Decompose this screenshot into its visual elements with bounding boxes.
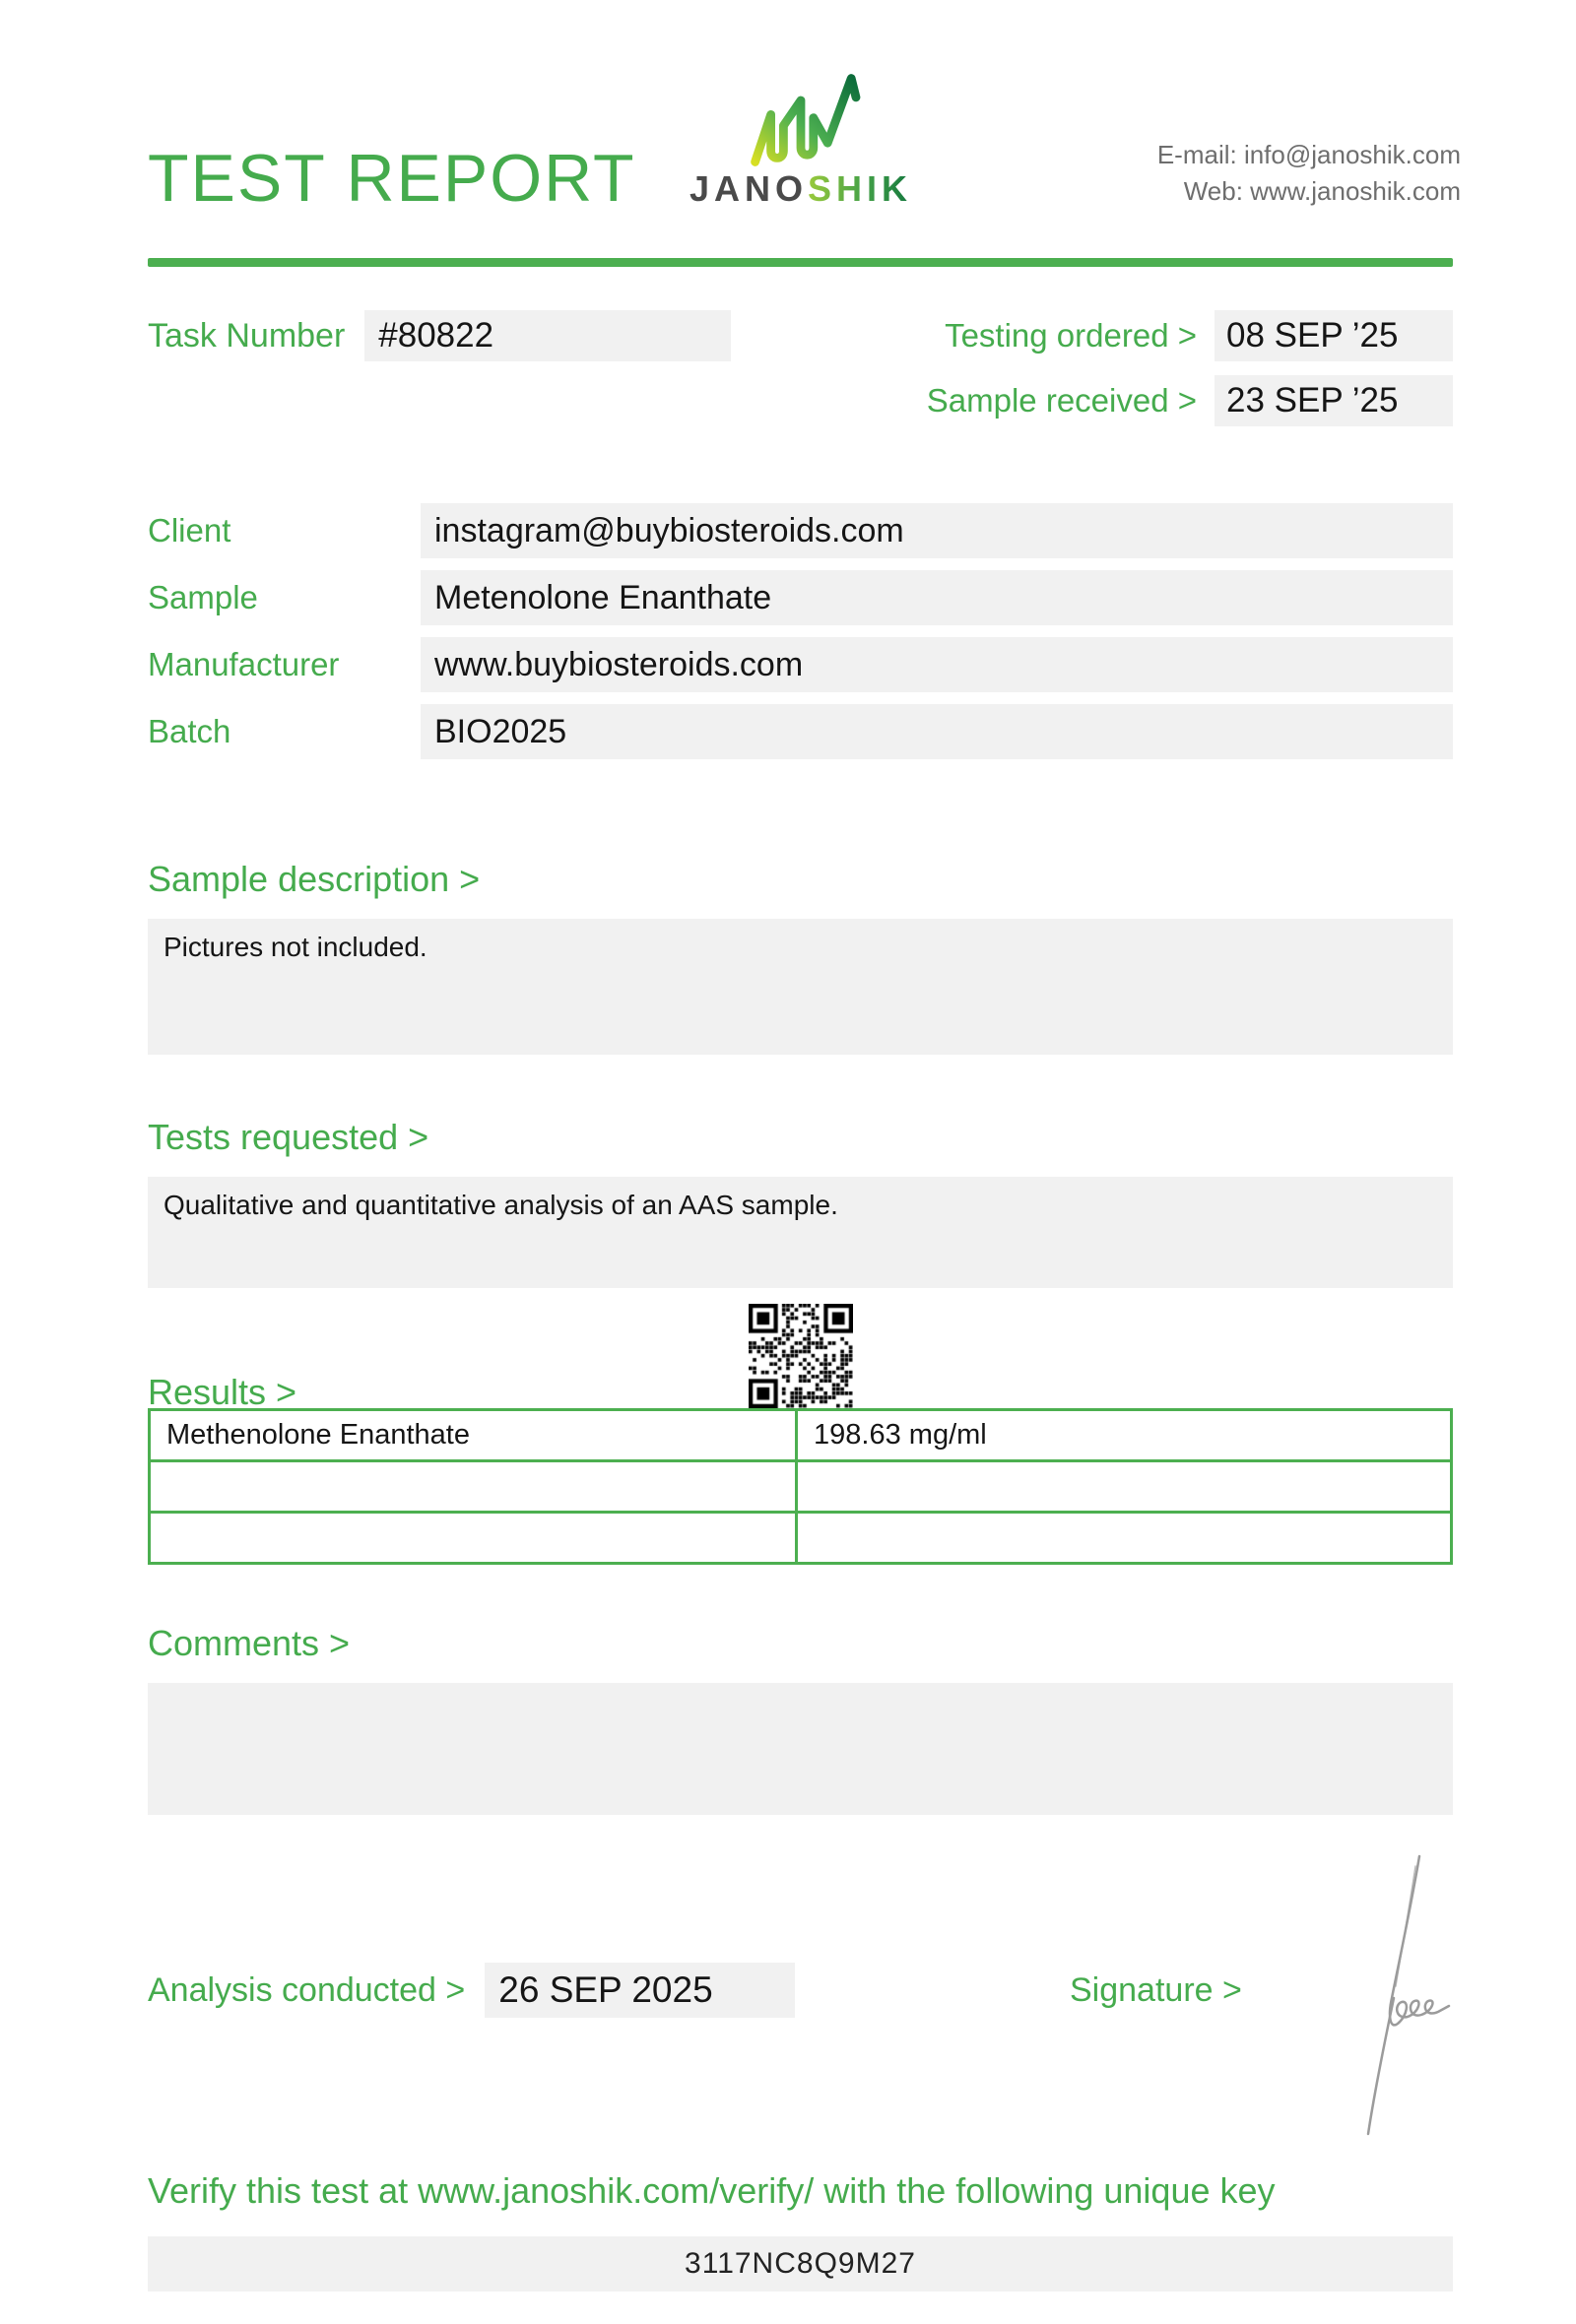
results-header bbox=[148, 1298, 1453, 1412]
sample-info-section bbox=[148, 503, 1453, 759]
comments-box bbox=[148, 1683, 1453, 1815]
analysis-date: 26 SEP 2025 bbox=[485, 1963, 795, 2018]
comments-heading: Comments > bbox=[148, 1623, 351, 1663]
contact-info bbox=[1157, 137, 1461, 210]
results-table bbox=[148, 1408, 1453, 1565]
task-number-row bbox=[148, 310, 731, 361]
task-number-label: Task Number bbox=[148, 317, 346, 355]
task-section bbox=[148, 310, 1453, 426]
result-substance-empty-1 bbox=[150, 1461, 797, 1513]
testing-ordered-date: 08 SEP ’25 bbox=[1215, 310, 1453, 361]
signature-label: Signature > bbox=[1070, 1971, 1242, 2009]
sample-label: Sample bbox=[148, 579, 258, 615]
verify-instruction: Verify this test at www.janoshik.com/verify/ with the following unique key bbox=[148, 2170, 1276, 2211]
handwritten-signature bbox=[1325, 1852, 1453, 2138]
result-substance: Methenolone Enanthate bbox=[150, 1410, 797, 1461]
results-row-3 bbox=[150, 1513, 1452, 1564]
result-substance-empty-2 bbox=[150, 1513, 797, 1564]
sample-received-date: 23 SEP ’25 bbox=[1215, 375, 1453, 426]
results-row-1 bbox=[150, 1410, 1452, 1461]
results-heading: Results > bbox=[148, 1372, 297, 1412]
analysis-conducted-label: Analysis conducted > bbox=[148, 1971, 466, 2009]
batch-label: Batch bbox=[148, 713, 231, 749]
analysis-signature-row bbox=[148, 1963, 1453, 2018]
verify-key: 3117NC8Q9M27 bbox=[148, 2236, 1453, 2292]
results-row-2 bbox=[150, 1461, 1452, 1513]
sample-description-box: Pictures not included. bbox=[148, 919, 1453, 1055]
growth-chart-icon bbox=[722, 69, 880, 167]
info-row-client bbox=[148, 503, 1453, 558]
sample-received-row bbox=[927, 375, 1453, 426]
tests-requested-box: Qualitative and quantitative analysis of an AAS sample. bbox=[148, 1177, 1453, 1288]
result-value: 198.63 mg/ml bbox=[797, 1410, 1452, 1461]
brand-name-right: SHIK bbox=[808, 168, 913, 209]
client-value: instagram@buybiosteroids.com bbox=[421, 503, 1453, 558]
task-number-value: #80822 bbox=[364, 310, 731, 361]
info-row-sample bbox=[148, 570, 1453, 625]
brand-name-left: JANO bbox=[689, 168, 808, 209]
page-title: TEST REPORT bbox=[148, 141, 636, 216]
brand-name bbox=[683, 168, 919, 209]
contact-email: E-mail: info@janoshik.com bbox=[1156, 140, 1461, 169]
header-divider bbox=[148, 258, 1453, 267]
batch-value: BIO2025 bbox=[421, 704, 1453, 759]
qr-code bbox=[749, 1304, 853, 1408]
result-value-empty-2 bbox=[797, 1513, 1452, 1564]
testing-ordered-label: Testing ordered > bbox=[945, 317, 1197, 354]
sample-value: Metenolone Enanthate bbox=[421, 570, 1453, 625]
sample-description-heading: Sample description > bbox=[148, 859, 481, 899]
info-row-manufacturer bbox=[148, 637, 1453, 692]
brand-logo bbox=[683, 69, 919, 207]
manufacturer-label: Manufacturer bbox=[148, 646, 340, 682]
contact-web: Web: www.janoshik.com bbox=[1183, 176, 1461, 206]
info-row-batch bbox=[148, 704, 1453, 759]
header bbox=[148, 69, 1461, 216]
sample-received-label: Sample received > bbox=[926, 382, 1197, 419]
result-value-empty-1 bbox=[797, 1461, 1452, 1513]
results-section bbox=[148, 1298, 1453, 1565]
testing-ordered-row bbox=[945, 310, 1453, 361]
tests-requested-heading: Tests requested > bbox=[148, 1117, 429, 1157]
manufacturer-value: www.buybiosteroids.com bbox=[421, 637, 1453, 692]
client-label: Client bbox=[148, 512, 231, 549]
task-dates bbox=[927, 310, 1453, 426]
